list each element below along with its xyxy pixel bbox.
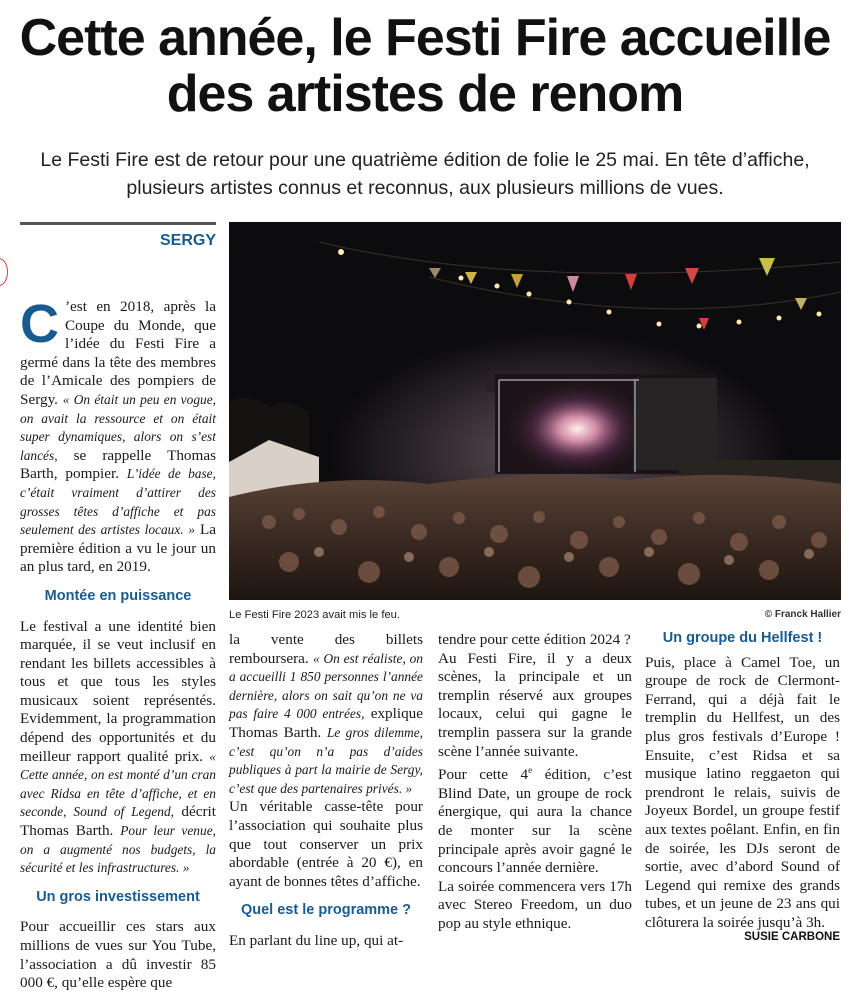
paragraph-line-up: En parlant du line up, qui at- <box>229 931 404 949</box>
standfirst-line-1: Le Festi Fire est de retour pour une quatrième édition de folie le 25 mai. En tête d’affiche, <box>40 149 810 171</box>
subhead-programme: Quel est le programme ? <box>240 902 412 919</box>
quote: « On est réaliste, on a accueilli 1 850 personnes l’année dernière, alors on sait qu’on ne va pas faire 4 000 entrées, <box>229 650 423 722</box>
subhead-montee: Montée en puissance <box>44 587 192 604</box>
concert-crowd-image <box>229 222 841 600</box>
section-rule <box>20 222 216 225</box>
paragraph-camel-toe: Puis, place à Camel Toe, un groupe de rock de Clermont-Ferrand, qui a déjà fait le tremplin du Hellfest, un des plus gros festivals d’Europe ! Ensuite, c’est Ridsa et sa musique latino reggaeton qui prendront le relais, suivis de Joyeux Bordel, un groupe festif aux textes poêlant. Enfin, en fin de soirée, les DJs seront de sortie, avec d’abord Sound of Legend qui remixe des grands tubes, et un jeune de 23 ans qui clôturera la soirée jusqu’à 3h. <box>645 653 840 931</box>
standfirst-line-2: plusieurs artistes connus et reconnus, aux plusieurs millions de vues. <box>126 177 724 199</box>
subhead-hellfest: Un groupe du Hellfest ! <box>662 630 823 646</box>
section-tag: SERGY <box>159 232 216 249</box>
drop-cap: C <box>20 294 59 354</box>
paragraph-blind-date: Pour cette 4e édition, c’est Blind Date, un groupe de rock énergique, qui aura la chance de monter sur la scène principale après avoir gagné le concours l’année dernière. <box>438 765 632 877</box>
headline-line-2: des artistes de renom <box>166 65 684 123</box>
quote: Pour leur venue, on a augmenté nos budgets, la sécurité et les infrastructures. » <box>20 823 216 876</box>
paragraph-scenes: Au Festi Fire, il y a deux scènes, la principale et un tremplin réservé aux groupes locaux, celui qui gagne le tremplin passera sur la grande scène l’année suivante. <box>438 649 632 760</box>
article-column-2 <box>229 631 423 951</box>
article-column-1 <box>20 294 217 993</box>
subhead-investissement: Un gros investissement <box>36 888 200 905</box>
photo-caption: Le Festi Fire 2023 avait mis le feu. <box>229 609 400 621</box>
author-byline: SUSIE CARBONE <box>744 931 840 943</box>
concert-photo <box>229 222 841 600</box>
quote: L’idée de base, c’était vraiment d’attirer des grosses têtes d’affiche et pas seulement des artistes locaux. » <box>20 466 216 538</box>
quote: « On était un peu en vogue, on avait la ressource et on était super dynamiques, alors on s’est lancés, <box>20 391 217 463</box>
paragraph-edition: tendre pour cette édition 2024 ? <box>438 631 631 648</box>
paragraph-billets: la vente des billets remboursera. « On est réaliste, on a accueilli 1 850 personnes l’année dernière, alors on sait qu’on ne va pas faire 4 000 entrées, explique Thomas Barth. Le gros dilemme, c’est qu’on n’a pas d’aides publiques à part la mairie de Sergy, c’est que des partenaires privés. » <box>229 631 423 796</box>
photo-credit: © Franck Hallier <box>764 609 841 620</box>
standfirst <box>20 146 830 202</box>
paragraph-investissement: Pour accueillir ces stars aux millions de vues sur You Tube, l’association a dû investir 85 000 €, qu’elle espère que <box>20 918 216 992</box>
paragraph-intro: C ’est en 2018, après la Coupe du Monde, que l’idée du Festi Fire a germé dans la tête des membres de l’Amicale des pompiers de Sergy. « On était un peu en vogue, on avait la ressource et on était super dynamiques, alors on s’est lancés, se rappelle Thomas Barth, pompier. L’idée de base, c’était vraiment d’attirer des grosses têtes d’affiche et pas seulement des artistes locaux. » La première édition a vu le jour un an plus tard, en 2019. <box>20 294 217 576</box>
margin-circle-mark <box>0 258 8 286</box>
paragraph-identite: Le festival a une identité bien marquée, il se veut inclusif en rendant les billets accessibles à tous et que tous les styles musicaux soient représentés. Evidemment, la programmation dépend des opportunités et du meilleur rapport qualité prix. « Cette année, on est monté d’un cran avec Ridsa en tête d’affiche, et en seconde, Sound of Legend, décrit Thomas Barth. Pour leur venue, on a augmenté nos budgets, la sécurité et les infrastructures. » <box>20 617 216 876</box>
quote: Le gros dilemme, c’est qu’on n’a pas d’aides publiques à part la mairie de Sergy, c’est que des partenaires privés. » <box>229 724 423 796</box>
article-column-4 <box>645 625 840 933</box>
headline <box>0 10 850 122</box>
paragraph-casse-tete: Un véritable casse-tête pour l’association qui souhaite plus que tout conserver un prix abordable (entrée à 20 €), en ayant de bonnes têtes d’affiche. <box>229 798 423 890</box>
paragraph-soiree: La soirée commencera vers 17h avec Stereo Freedom, un duo pop au style ethnique. <box>438 877 632 932</box>
article-column-3 <box>438 631 632 934</box>
quote: « Cette année, on est monté d’un cran avec Ridsa en tête d’affiche, et en seconde, Sound of Legend, <box>20 748 216 820</box>
headline-line-1: Cette année, le Festi Fire accueille <box>19 9 831 67</box>
